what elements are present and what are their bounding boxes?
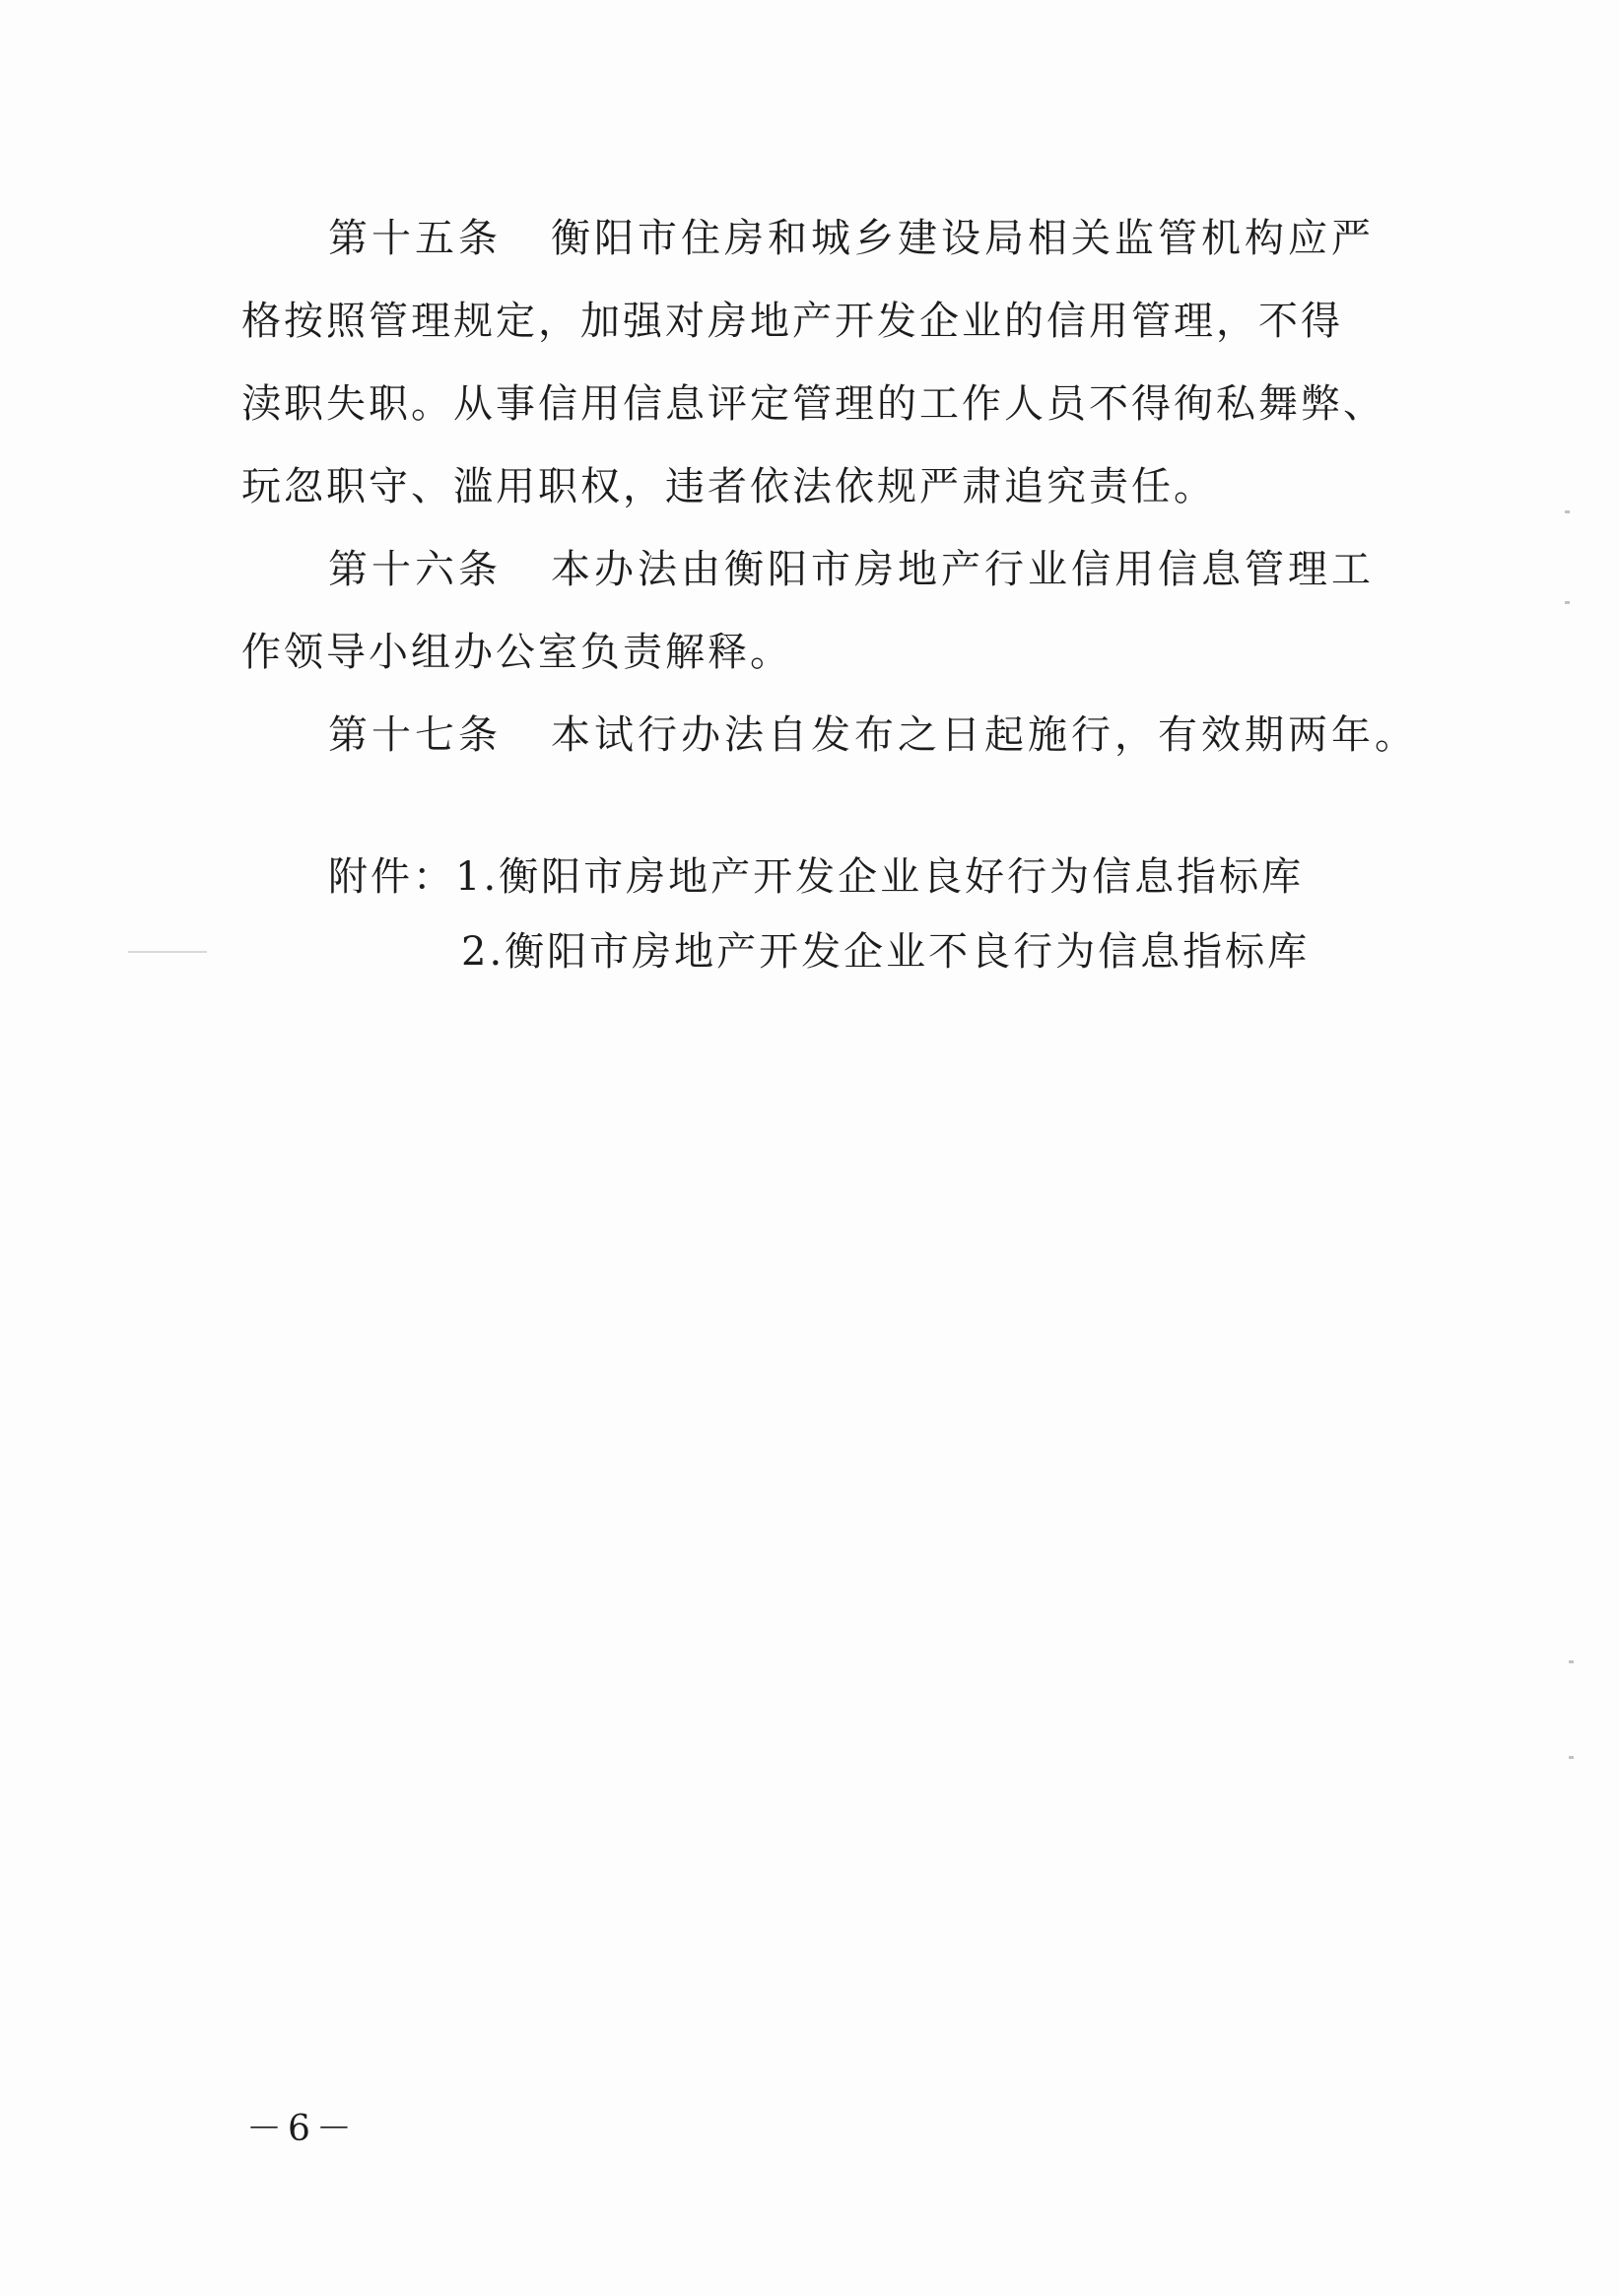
article-16-first-line	[328, 547, 1375, 592]
article-15-text-line-4: 玩忽职守、滥用职权，违者依法依规严肃追究责任。	[241, 464, 1216, 509]
attachment-item-2: 2.衡阳市房地产开发企业不良行为信息指标库	[461, 929, 1311, 975]
article-17-text-line-1: 本试行办法自发布之日起施行，有效期两年。	[551, 712, 1418, 758]
attachment-line-1	[328, 854, 1305, 900]
article-16-text-line-1: 本办法由衡阳市房地产行业信用信息管理工	[551, 547, 1375, 592]
scan-artifact-rule	[128, 951, 207, 953]
attachment-item-1: 1.衡阳市房地产开发企业良好行为信息指标库	[455, 854, 1305, 900]
page-number: －6－	[246, 2109, 358, 2149]
article-16-text-line-2: 作领导小组办公室负责解释。	[241, 630, 792, 675]
scan-speck	[1569, 1756, 1574, 1759]
article-15-heading: 第十五条	[328, 216, 502, 261]
scan-speck	[1569, 1660, 1574, 1663]
article-15-first-line	[328, 216, 1375, 261]
article-15-text-line-3: 渎职失职。从事信用信息评定管理的工作人员不得徇私舞弊、	[241, 381, 1385, 427]
article-15-text-line-2: 格按照管理规定，加强对房地产开发企业的信用管理，不得	[241, 299, 1343, 344]
attachments-label: 附件：	[328, 854, 455, 900]
scan-speck	[1565, 601, 1570, 604]
scan-speck	[1565, 510, 1570, 513]
article-15-text-line-1: 衡阳市住房和城乡建设局相关监管机构应严	[551, 216, 1375, 261]
article-17-first-line	[328, 712, 1418, 758]
article-16-heading: 第十六条	[328, 547, 502, 592]
article-17-heading: 第十七条	[328, 712, 502, 758]
